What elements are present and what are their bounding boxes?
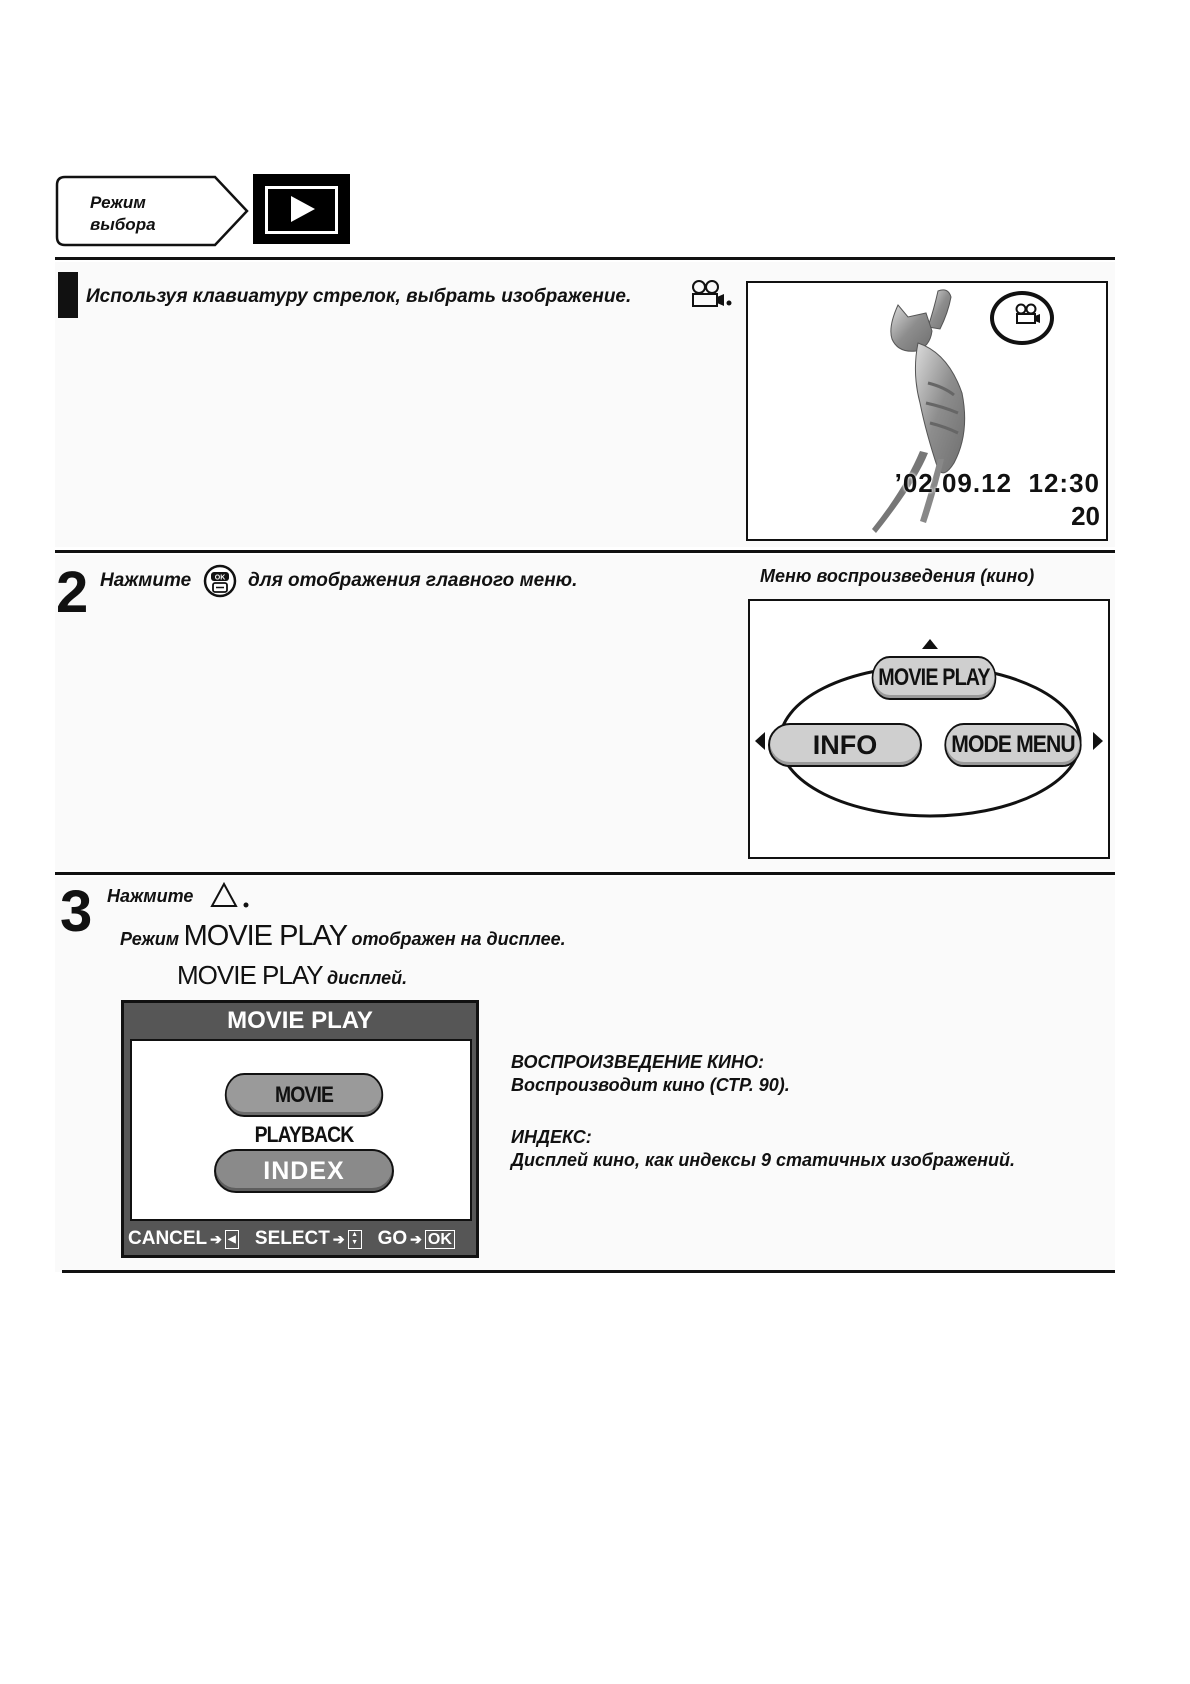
step3-line2-suffix: отображен на дисплее.: [351, 929, 566, 949]
step3-line2-prefix: Режим: [120, 929, 180, 949]
description-movie-playback-title: ВОСПРОИЗВЕДЕНИЕ КИНО:: [511, 1052, 764, 1072]
lcd-footer-cancel: CANCEL: [128, 1228, 208, 1249]
divider-2: [55, 550, 1115, 553]
step1-instruction: Используя клавиатуру стрелок, выбрать изображение.: [86, 286, 632, 307]
step2-instruction-prefix: Нажмите: [100, 570, 192, 591]
mode-label-line1: Режим: [90, 193, 146, 212]
lcd-title: MOVIE PLAY: [227, 1007, 373, 1034]
playback-menu-screen: [748, 599, 1110, 859]
step3-press-label: Нажмите: [107, 886, 194, 906]
up-down-key-icon: ▲ ▼: [348, 1230, 362, 1249]
movie-play-lcd: [121, 1000, 479, 1258]
lcd-footer: [128, 1225, 474, 1253]
svg-text:OK: OK: [214, 574, 226, 582]
menu-mode-menu-button[interactable]: MODE MENU: [944, 723, 1081, 767]
menu-caption: Меню воспроизведения (кино): [760, 566, 1035, 586]
step3-number: 3: [60, 879, 93, 944]
description-index: [511, 1126, 1015, 1172]
step1-camera-screen: [746, 281, 1108, 541]
ok-key-icon: OK: [425, 1230, 455, 1249]
lcd-index-option[interactable]: INDEX: [214, 1149, 394, 1193]
step3-line2-mode: MOVIE PLAY: [183, 920, 348, 952]
step3-line3-mode: MOVIE PLAY: [177, 960, 323, 990]
menu-info-button[interactable]: INFO: [768, 723, 922, 767]
step2-number: 2: [56, 560, 89, 625]
divider-4: [62, 1270, 1115, 1273]
divider-1: [55, 257, 1115, 260]
lcd-panel: [130, 1039, 472, 1221]
right-arrow-icon: ➔: [210, 1230, 222, 1247]
playback-icon: [253, 174, 350, 244]
screen-datetime: ’02.09.12 12:30: [894, 468, 1100, 498]
ok-menu-button-icon: [203, 564, 237, 598]
menu-movie-play-button[interactable]: MOVIE PLAY: [872, 656, 997, 700]
screen-frame-number: 20: [1071, 501, 1100, 531]
step2-instruction-suffix: для отображения главного меню.: [248, 570, 578, 591]
right-arrow-icon: ➔: [410, 1230, 422, 1247]
step1-number-bar: [58, 272, 78, 318]
description-movie-playback-text: Воспроизводит кино (СТР. 90).: [511, 1075, 790, 1095]
step3-line3-suffix: дисплей.: [327, 968, 408, 988]
lcd-footer-select: SELECT: [254, 1228, 330, 1249]
description-movie-playback: [511, 1051, 790, 1097]
divider-3: [55, 872, 1115, 875]
lcd-footer-go: GO: [377, 1228, 408, 1249]
right-arrow-icon: ➔: [332, 1230, 345, 1247]
description-index-text: Дисплей кино, как индексы 9 статичных изображений.: [511, 1150, 1015, 1170]
movie-indicator-icon: [1012, 303, 1042, 325]
up-arrow-button-icon: [210, 881, 254, 911]
description-index-title: ИНДЕКС:: [511, 1127, 592, 1147]
left-key-icon: ◀: [225, 1230, 239, 1249]
mode-label-line2: выбора: [90, 215, 156, 234]
movie-icon: [688, 279, 732, 309]
lcd-movie-playback-option[interactable]: MOVIE PLAYBACK: [225, 1073, 383, 1117]
